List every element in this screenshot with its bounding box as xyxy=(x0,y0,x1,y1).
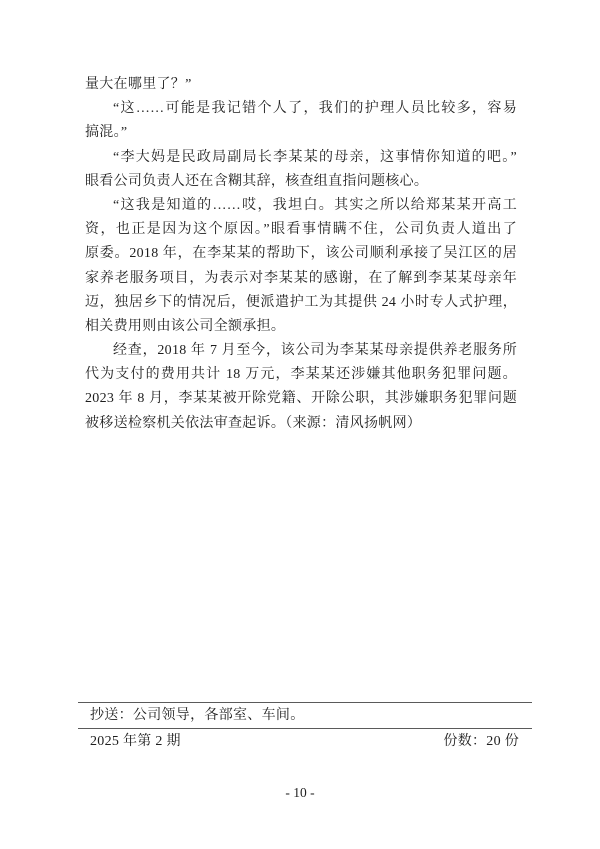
cc-label: 抄送：公司领导，各部室、车间。 xyxy=(90,708,305,723)
body-line: 量大在哪里了？” xyxy=(85,77,192,92)
issue-line xyxy=(78,729,532,754)
issue-label: 2025 年第 2 期 xyxy=(90,734,181,749)
body-line: “这……可能是我记错个人了，我们的护理人员比较多，容易 xyxy=(113,101,517,117)
copies-label: 份数：20 份 xyxy=(443,734,519,749)
body-line: 被移送检察机关依法审查起诉。（来源：清风扬帆网） xyxy=(85,415,422,431)
body-line: 相关费用则由该公司全额承担。 xyxy=(85,318,286,334)
body-line: 原委。2018 年，在李某某的帮助下，该公司顺利承接了吴江区的居 xyxy=(85,246,517,262)
body-line: 2023 年 8 月，李某某被开除党籍、开除公职，其涉嫌职务犯罪问题 xyxy=(85,391,517,407)
body-line: “李大妈是民政局副局长李某某的母亲，这事情你知道的吧。” xyxy=(113,149,517,165)
body-line: 家养老服务项目，为表示对李某某的感谢，在了解到李某某母亲年 xyxy=(85,270,517,286)
body-line: “这我是知道的……哎，我坦白。其实之所以给郑某某开高工 xyxy=(113,197,517,213)
cc-line xyxy=(78,703,532,728)
body-line: 经查，2018 年 7 月至今，该公司为李某某母亲提供养老服务所 xyxy=(113,343,517,359)
body-text xyxy=(85,73,517,436)
page-number: - 10 - xyxy=(285,785,315,800)
body-line: 眼看公司负责人还在含糊其辞，核查组直指问题核心。 xyxy=(85,173,429,189)
body-line: 代为支付的费用共计 18 万元，李某某还涉嫌其他职务犯罪问题。 xyxy=(85,367,517,383)
body-line: 迈，独居乡下的情况后，便派遣护工为其提供 24 小时专人式护理， xyxy=(85,294,517,310)
body-line: 搞混。” xyxy=(85,125,128,141)
body-line: 资，也正是因为这个原因。”眼看事情瞒不住，公司负责人道出了 xyxy=(85,222,517,238)
